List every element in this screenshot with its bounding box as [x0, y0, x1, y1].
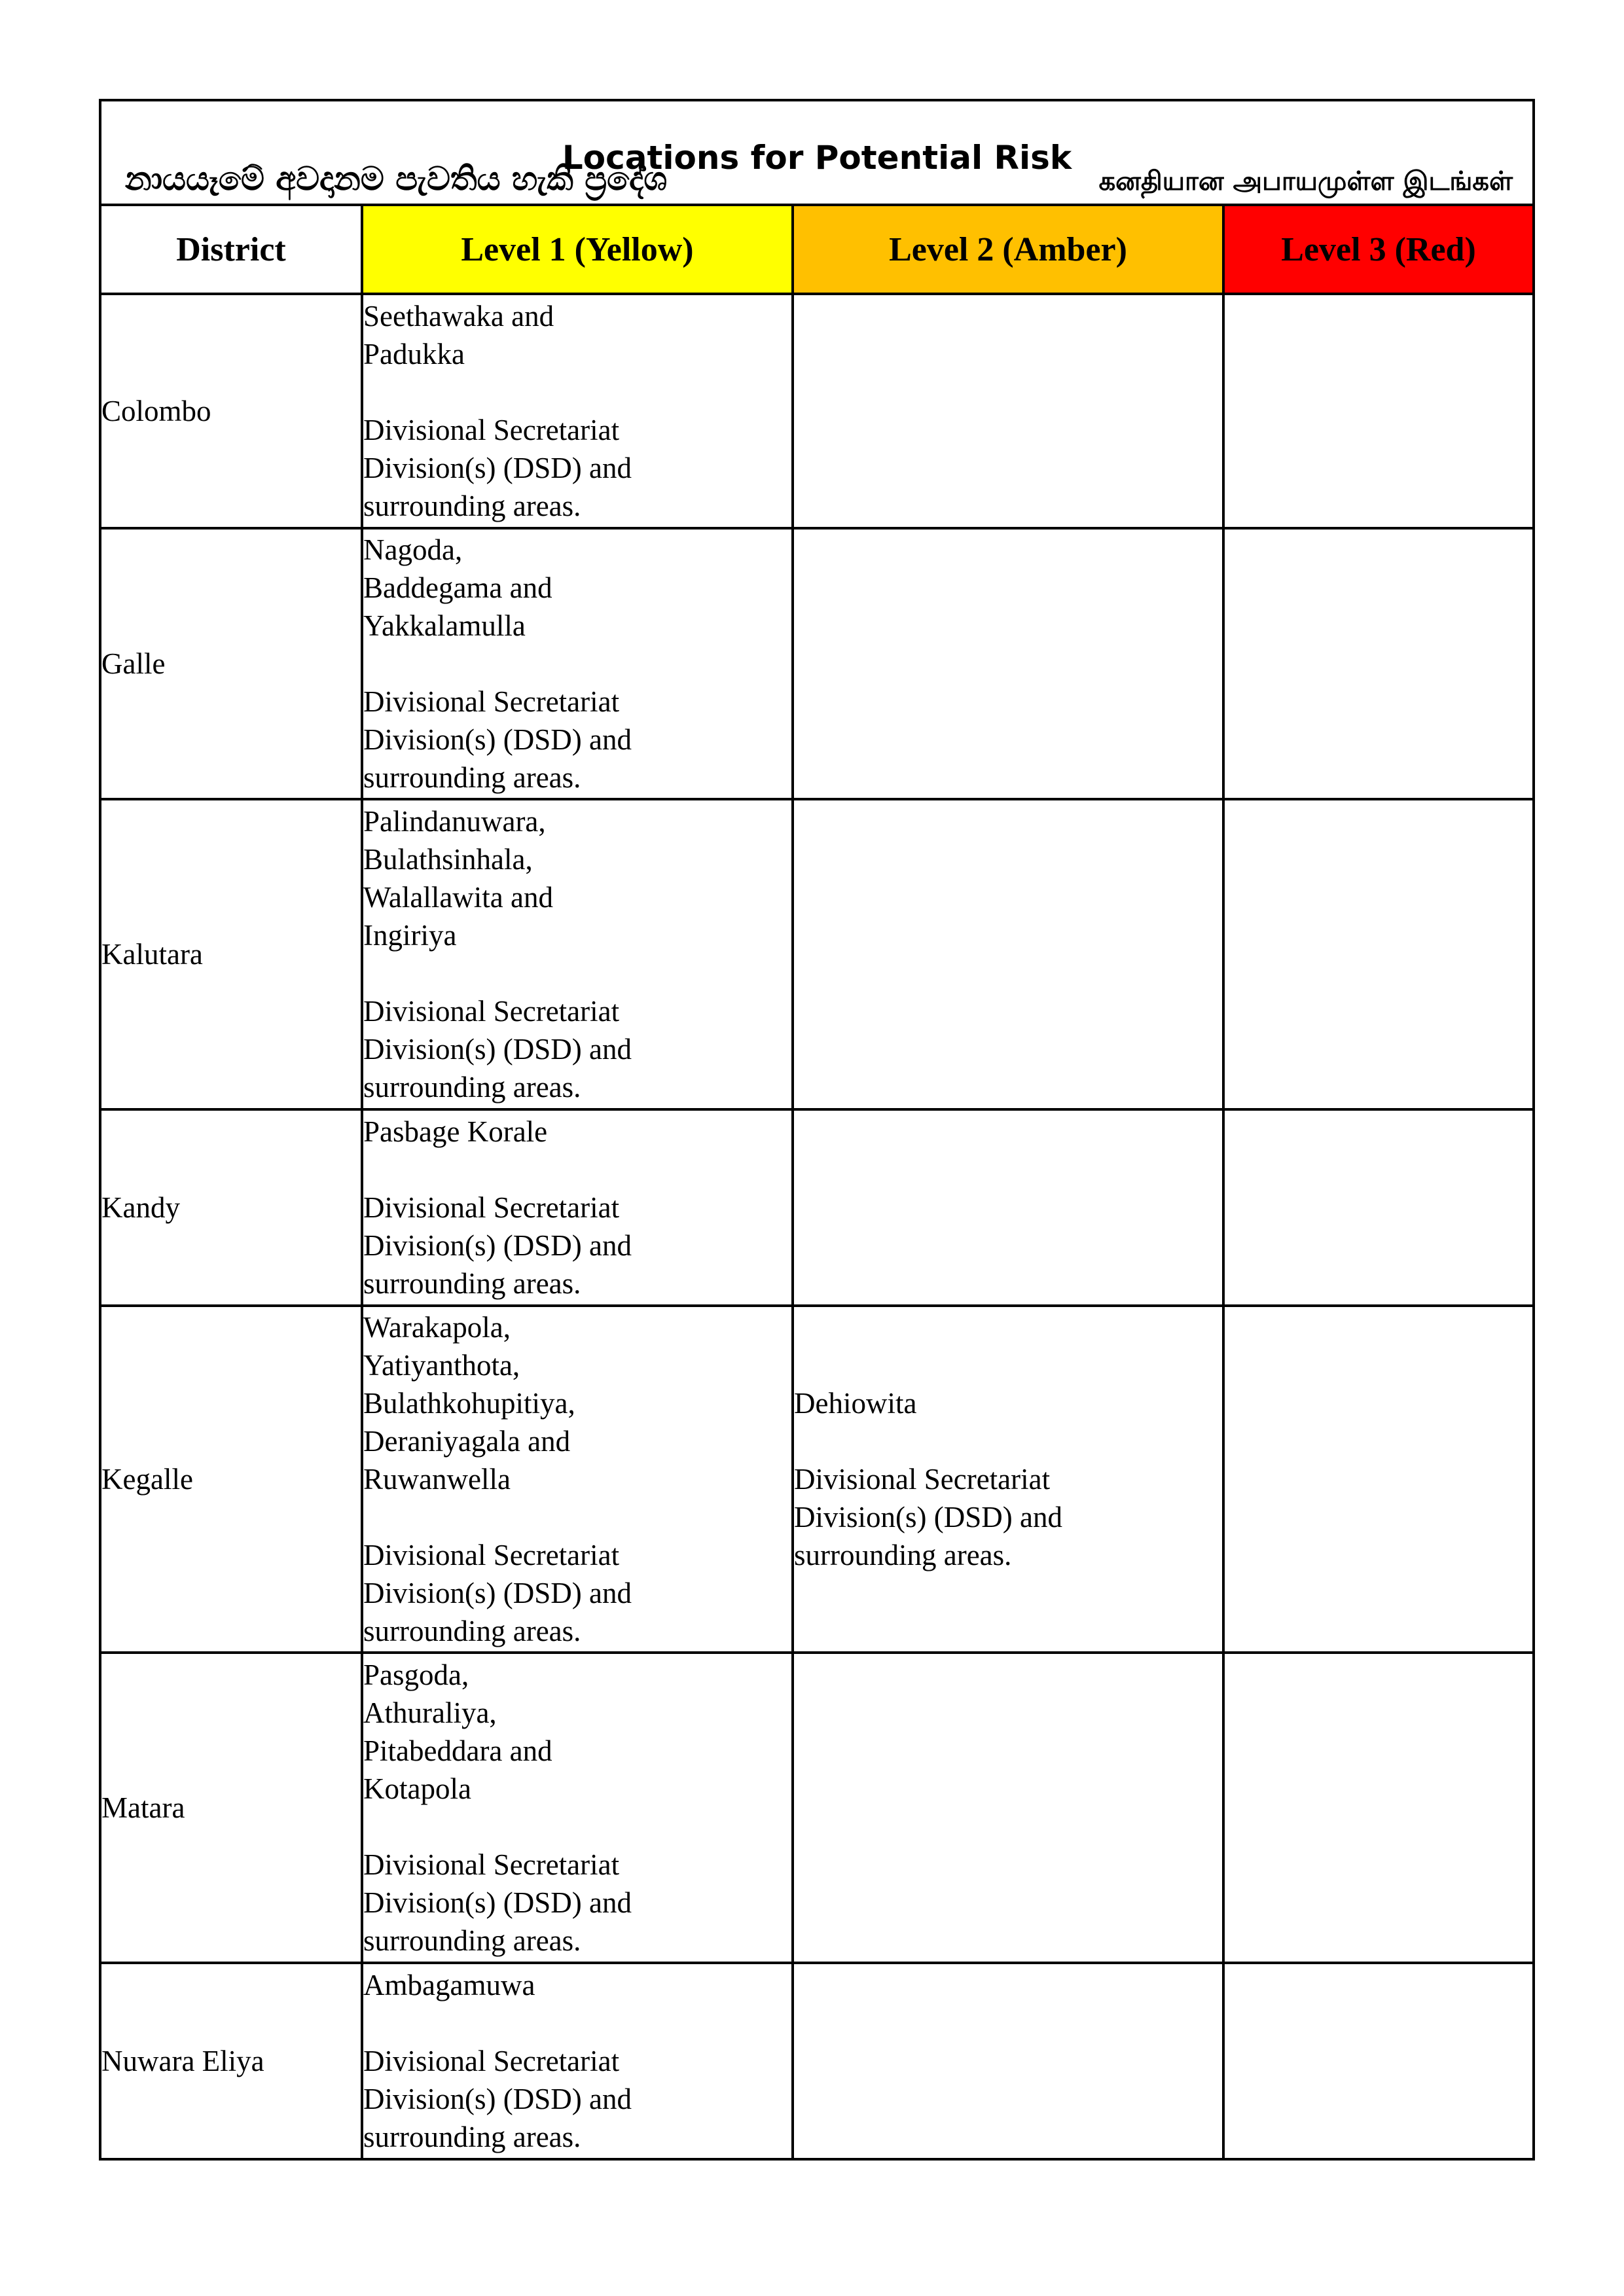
spacer: [794, 1422, 1222, 1460]
table-row: [100, 1963, 1534, 2159]
location-name: Walallawita and: [363, 881, 553, 914]
level-1-cell: [362, 294, 793, 528]
table-row: [100, 1653, 1534, 1963]
location-name: Kotapola: [363, 1772, 471, 1805]
title-cell: [100, 100, 1534, 205]
dsd-note: surrounding areas.: [363, 1071, 581, 1103]
header-level-2: Level 2 (Amber): [793, 205, 1223, 294]
dsd-note: Divisional Secretariat: [363, 1848, 620, 1881]
location-name: Deraniyagala and: [363, 1425, 571, 1458]
location-name: Padukka: [363, 338, 465, 370]
spacer: [363, 1151, 791, 1189]
location-name: Yatiyanthota,: [363, 1349, 520, 1382]
dsd-note: Divisional Secretariat: [794, 1463, 1051, 1496]
title-translations: [125, 159, 1513, 201]
header-level-3: Level 3 (Red): [1223, 205, 1534, 294]
location-name: Bulathsinhala,: [363, 843, 533, 876]
dsd-note: Division(s) (DSD) and: [363, 452, 632, 484]
location-name: Yakkalamulla: [363, 609, 526, 642]
dsd-note: surrounding areas.: [363, 1615, 581, 1647]
level-3-cell: [1223, 1306, 1534, 1653]
spacer: [363, 1498, 791, 1536]
level-3-cell: [1223, 1963, 1534, 2159]
level-2-cell: [793, 1306, 1223, 1653]
location-name: Ambagamuwa: [363, 1969, 535, 2001]
dsd-note: Division(s) (DSD) and: [363, 1886, 632, 1919]
header-district: District: [100, 205, 362, 294]
dsd-note: surrounding areas.: [794, 1539, 1012, 1571]
level-1-cell: [362, 1306, 793, 1653]
table-row: [100, 799, 1534, 1109]
title-tamil: கனதியான அபாயமுள்ள இடங்கள்: [1098, 166, 1513, 196]
level-1-cell: [362, 1109, 793, 1306]
level-3-cell: [1223, 294, 1534, 528]
title-row: [100, 100, 1534, 205]
location-name: Warakapola,: [363, 1311, 511, 1344]
location-name: Seethawaka and: [363, 300, 554, 332]
spacer: [363, 645, 791, 683]
header-row: [100, 205, 1534, 294]
location-name: Ingiriya: [363, 919, 457, 952]
dsd-note: Division(s) (DSD) and: [363, 1577, 632, 1609]
location-name: Pasgoda,: [363, 1659, 469, 1691]
table-row: [100, 294, 1534, 528]
location-name: Athuraliya,: [363, 1696, 497, 1729]
dsd-note: Divisional Secretariat: [363, 414, 620, 446]
level-3-cell: [1223, 1109, 1534, 1306]
dsd-note: Division(s) (DSD) and: [363, 1033, 632, 1066]
location-name: Baddegama and: [363, 571, 552, 604]
level-1-cell: [362, 1653, 793, 1963]
dsd-note: Divisional Secretariat: [363, 1539, 620, 1571]
district-cell: Galle: [100, 528, 362, 799]
level-1-cell: [362, 1963, 793, 2159]
dsd-note: Division(s) (DSD) and: [794, 1501, 1062, 1534]
level-2-cell: [793, 528, 1223, 799]
spacer: [363, 954, 791, 992]
district-cell: Kandy: [100, 1109, 362, 1306]
level-1-cell: [362, 528, 793, 799]
dsd-note: Divisional Secretariat: [363, 2045, 620, 2077]
level-3-cell: [1223, 528, 1534, 799]
level-2-cell: [793, 1653, 1223, 1963]
dsd-note: surrounding areas.: [363, 1267, 581, 1300]
risk-table: [99, 99, 1535, 2161]
location-name: Dehiowita: [794, 1387, 917, 1420]
dsd-note: Divisional Secretariat: [363, 1191, 620, 1224]
level-3-cell: [1223, 1653, 1534, 1963]
level-1-cell: [362, 799, 793, 1109]
dsd-note: Division(s) (DSD) and: [363, 723, 632, 756]
location-name: Nagoda,: [363, 533, 463, 566]
location-name: Bulathkohupitiya,: [363, 1387, 575, 1420]
location-name: Pitabeddara and: [363, 1734, 552, 1767]
table-row: [100, 1306, 1534, 1653]
title-sinhala: නායයෑමේ අවදානම පැවතිය හැකි ප්‍රදේශ: [125, 160, 668, 198]
spacer: [363, 373, 791, 411]
district-cell: Matara: [100, 1653, 362, 1963]
dsd-note: Division(s) (DSD) and: [363, 2083, 632, 2115]
title-english: Locations for Potential Risk: [562, 139, 1072, 177]
location-name: Pasbage Korale: [363, 1115, 548, 1148]
level-2-cell: [793, 294, 1223, 528]
dsd-note: Divisional Secretariat: [363, 995, 620, 1028]
table-row: [100, 528, 1534, 799]
level-3-cell: [1223, 799, 1534, 1109]
dsd-note: surrounding areas.: [363, 1924, 581, 1957]
location-name: Palindanuwara,: [363, 805, 546, 838]
level-2-cell: [793, 799, 1223, 1109]
district-cell: Kalutara: [100, 799, 362, 1109]
spacer: [363, 1808, 791, 1846]
district-cell: Colombo: [100, 294, 362, 528]
header-level-1: Level 1 (Yellow): [362, 205, 793, 294]
risk-sheet: [99, 99, 1532, 2161]
dsd-note: Divisional Secretariat: [363, 685, 620, 718]
dsd-note: surrounding areas.: [363, 2121, 581, 2153]
location-name: Ruwanwella: [363, 1463, 511, 1496]
spacer: [363, 2004, 791, 2042]
dsd-note: Division(s) (DSD) and: [363, 1229, 632, 1262]
level-2-cell: [793, 1963, 1223, 2159]
level-2-cell: [793, 1109, 1223, 1306]
table-row: [100, 1109, 1534, 1306]
dsd-note: surrounding areas.: [363, 761, 581, 794]
dsd-note: surrounding areas.: [363, 490, 581, 522]
district-cell: Kegalle: [100, 1306, 362, 1653]
district-cell: Nuwara Eliya: [100, 1963, 362, 2159]
